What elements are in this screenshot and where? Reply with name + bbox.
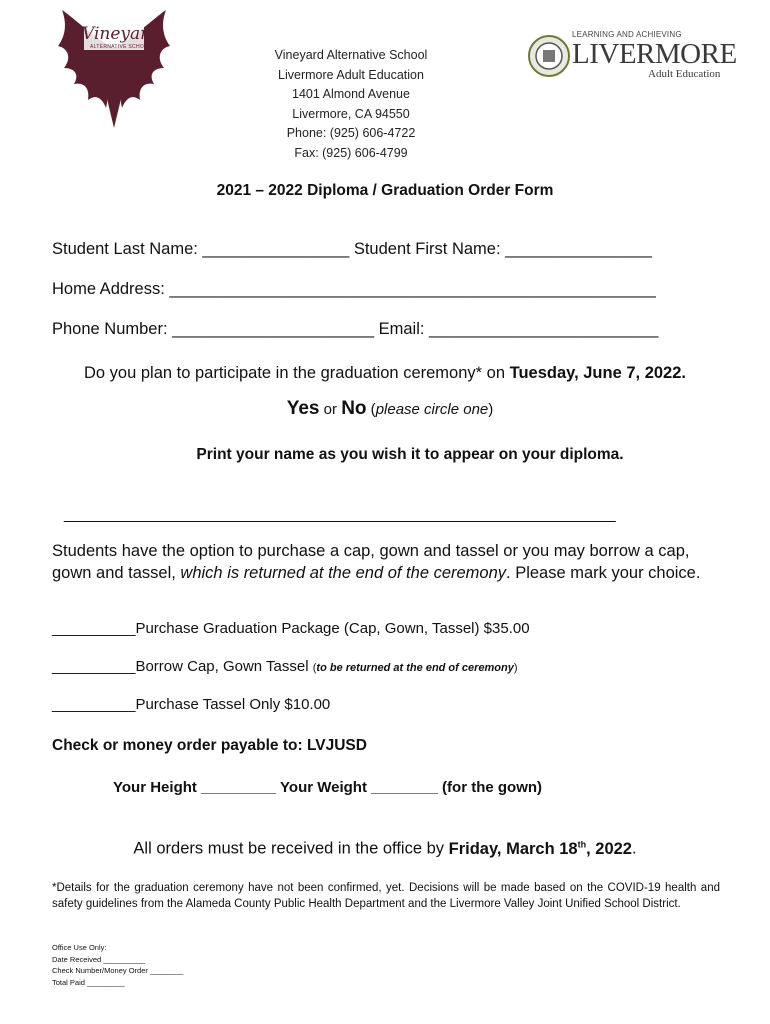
address-line: Livermore, CA 94550	[292, 106, 410, 121]
office-use-block	[52, 942, 183, 988]
deadline-day: Friday, March 18	[448, 839, 578, 858]
livermore-tagline: LEARNING AND ACHIEVING	[572, 30, 682, 39]
livermore-name: LIVERMORE	[572, 38, 737, 70]
livermore-logo	[528, 30, 737, 82]
address-line: Phone: (925) 606-4722	[286, 126, 416, 140]
livermore-sub: Adult Education	[648, 68, 721, 80]
address-line: Vineyard Alternative School	[274, 48, 428, 62]
or-text: or	[319, 401, 342, 418]
office-line: Total Paid _________	[52, 977, 125, 987]
print-name-instruction: Print your name as you wish it to appear on your diploma.	[196, 446, 624, 463]
option-blank[interactable]: __________	[52, 658, 136, 675]
school-address	[236, 46, 466, 163]
deadline-end: .	[631, 839, 637, 858]
yes-no-choice: Yes or No (please circle one)	[286, 398, 494, 419]
office-line: Check Number/Money Order ________	[52, 966, 184, 975]
office-line: Office Use Only:	[52, 943, 107, 952]
deadline-text: All orders must be received in the office by	[133, 839, 449, 858]
ceremony-footnote: *Details for the graduation ceremony have not been confirmed, yet. Decisions will be made based on the COVID-19 health and safety guidelines from the Alameda County Public Health Department and the Livermore Valley Joint Unified School District.	[52, 882, 720, 910]
name-row[interactable]: Student Last Name: ________________ Student First Name: ________________	[52, 240, 652, 258]
option-blank[interactable]: __________	[52, 620, 136, 637]
ceremony-question	[0, 364, 770, 383]
vineyard-logo-script: Vineyard	[82, 24, 160, 44]
diploma-name-line[interactable]: ______________________________________________________________	[64, 506, 616, 523]
ceremony-date: Tuesday, June 7, 2022.	[509, 364, 686, 382]
address-line: 1401 Almond Avenue	[292, 87, 410, 101]
option-blank[interactable]: __________	[52, 696, 136, 713]
paragraph-italic: which is returned at the end of the ceremony	[180, 564, 507, 582]
address-row[interactable]: Home Address: _____________________________________________________	[52, 280, 656, 298]
circle-hint: please circle one	[375, 401, 489, 418]
contact-row[interactable]: Phone Number: ______________________ Email: _________________________	[52, 320, 659, 338]
vineyard-logo-sub: ALTERNATIVE SCHOOL	[90, 44, 152, 50]
address-line: Fax: (925) 606-4799	[294, 145, 408, 160]
option-label: Purchase Tassel Only $10.00	[135, 696, 331, 713]
yes-option[interactable]: Yes	[286, 398, 320, 419]
option-borrow: __________Borrow Cap, Gown Tassel (to be returned at the end of ceremony)	[52, 658, 518, 675]
paragraph-text-1: Students have the option to purchase a cap, gown and tassel or you may borrow a cap, gown and tassel,	[52, 542, 690, 582]
deadline-notice	[0, 839, 770, 859]
cap-gown-paragraph	[52, 540, 722, 584]
ceremony-question-text: Do you plan to participate in the graduation ceremony* on	[83, 364, 510, 382]
form-title: 2021 – 2022 Diploma / Graduation Order Form	[216, 182, 554, 199]
height-weight-row[interactable]: Your Height _________ Your Weight ________ (for the gown)	[113, 779, 543, 796]
payable-to: Check or money order payable to: LVJUSD	[52, 737, 367, 754]
option-label: Borrow Cap, Gown Tassel	[135, 658, 309, 675]
seal-icon	[528, 33, 570, 79]
no-option[interactable]: No	[341, 398, 367, 419]
deadline-sup: th	[577, 839, 587, 849]
address-line: Livermore Adult Education	[278, 67, 424, 82]
vineyard-logo	[54, 8, 174, 133]
option-purchase-package	[52, 620, 530, 637]
office-line: Date Received __________	[52, 954, 145, 964]
option-label: Purchase Graduation Package (Cap, Gown, Tassel) $35.00	[135, 620, 530, 637]
option-borrow-note: to be returned at the end of ceremony	[316, 662, 514, 674]
deadline-year: , 2022	[586, 839, 632, 858]
paragraph-text-2: . Please mark your choice.	[506, 564, 701, 582]
option-tassel-only	[52, 696, 330, 713]
